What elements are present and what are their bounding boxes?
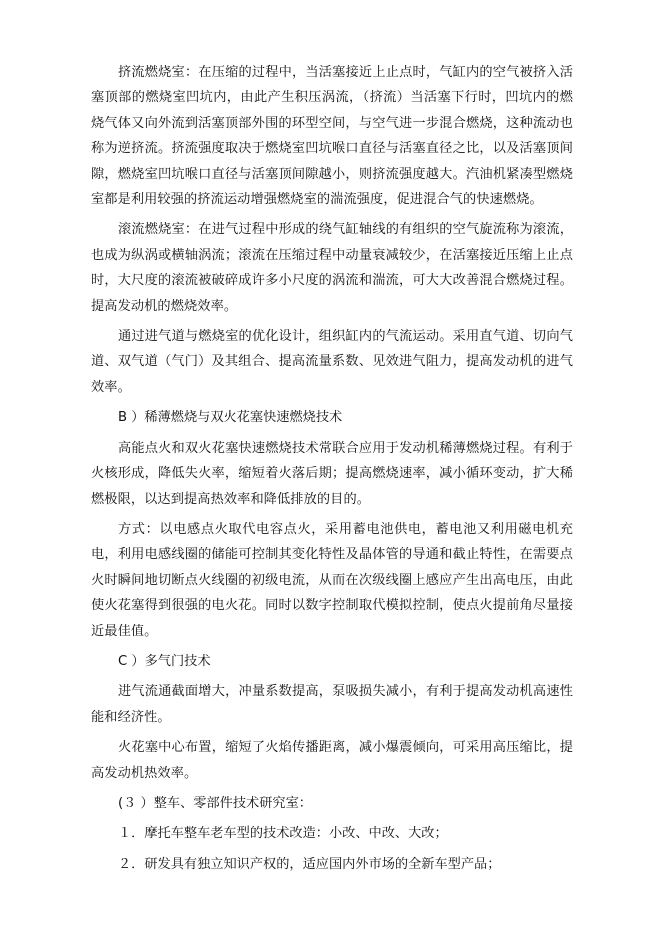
- list-item-1: １．摩托车整车老车型的技术改造：小改、中改、大改；: [118, 826, 448, 842]
- section-heading-b: B ）稀薄燃烧与双火花塞快速燃烧技术: [118, 410, 343, 426]
- list-item-2: ２．研发具有独立知识产权的，适应国内外市场的全新车型产品；: [118, 856, 501, 872]
- paragraph-intake-optimization: 通过进气道与燃烧室的优化设计，组织缸内的气流运动。采用直气道、切向气道、双气道（气门）及其组合、提高流量系数、见效进气阻力，提高发动机的进气效率。: [91, 329, 573, 395]
- section-heading-c: C ）多气门技术: [118, 653, 211, 669]
- paragraph-spark-plug-center: 火花塞中心布置，缩短了火焰传播距离，减小爆震倾向，可采用高压缩比，提高发动机热效率。: [91, 740, 573, 781]
- paragraph-ignition-method: 方式：以电感点火取代电容点火，采用蓄电池供电，蓄电池又利用磁电机充电，利用电感线圈的储能可控制其变化特性及晶体管的导通和截止特性，在需要点火时瞬间地切断点火线圈的初级电流，从而在次级线圈上感应产生出高电压，由此使火花塞得到很强的电火花。同时以数字控制取代模拟控制，使点火提前角尽量接近最佳值。: [91, 521, 573, 639]
- paragraph-high-energy-ignition: 高能点火和双火花塞快速燃烧技术常联合应用于发动机稀薄燃烧过程。有利于火核形成，降低失火率，缩短着火落后期；提高燃烧速率，减小循环变动，扩大稀燃极限，以达到提高热效率和降低排放的目的。: [91, 440, 573, 507]
- section-heading-3: (３ ）整车、零部件技术研究室：: [118, 795, 312, 811]
- paragraph-tumble-flow-chamber: 滚流燃烧室：在进气过程中形成的绕气缸轴线的有组织的空气旋流称为滚流，也成为纵涡或横轴涡流；滚流在压缩过程中动量衰减较少，在活塞接近压缩上止点时，大尺度的滚流被破碎成许多小尺度的涡流和湍流，可大大改善混合燃烧过程。提高发动机的燃烧效率。: [91, 222, 573, 314]
- paragraph-squish-flow-chamber: 挤流燃烧室：在压缩的过程中，当活塞接近上止点时，气缸内的空气被挤入活塞顶部的燃烧室凹坑内，由此产生积压涡流，（挤流）当活塞下行时，凹坑内的燃烧气体又向外流到活塞顶部外围的环型空间，与空气进一步混合燃烧，这种流动也称为逆挤流。挤流强度取决于燃烧室凹坑喉口直径与活塞直径之比，以及活塞顶间隙，燃烧室凹坑喉口直径与活塞顶间隙越小，则挤流强度越大。汽油机紧凑型燃烧室都是利用较强的挤流运动增强燃烧室的湍流强度，促进混合气的快速燃烧。: [91, 65, 573, 208]
- document-body: [91, 60, 573, 882]
- paragraph-intake-area: 进气流通截面增大，冲量系数提高，泵吸损失减小，有利于提高发动机高速性能和经济性。: [91, 684, 573, 725]
